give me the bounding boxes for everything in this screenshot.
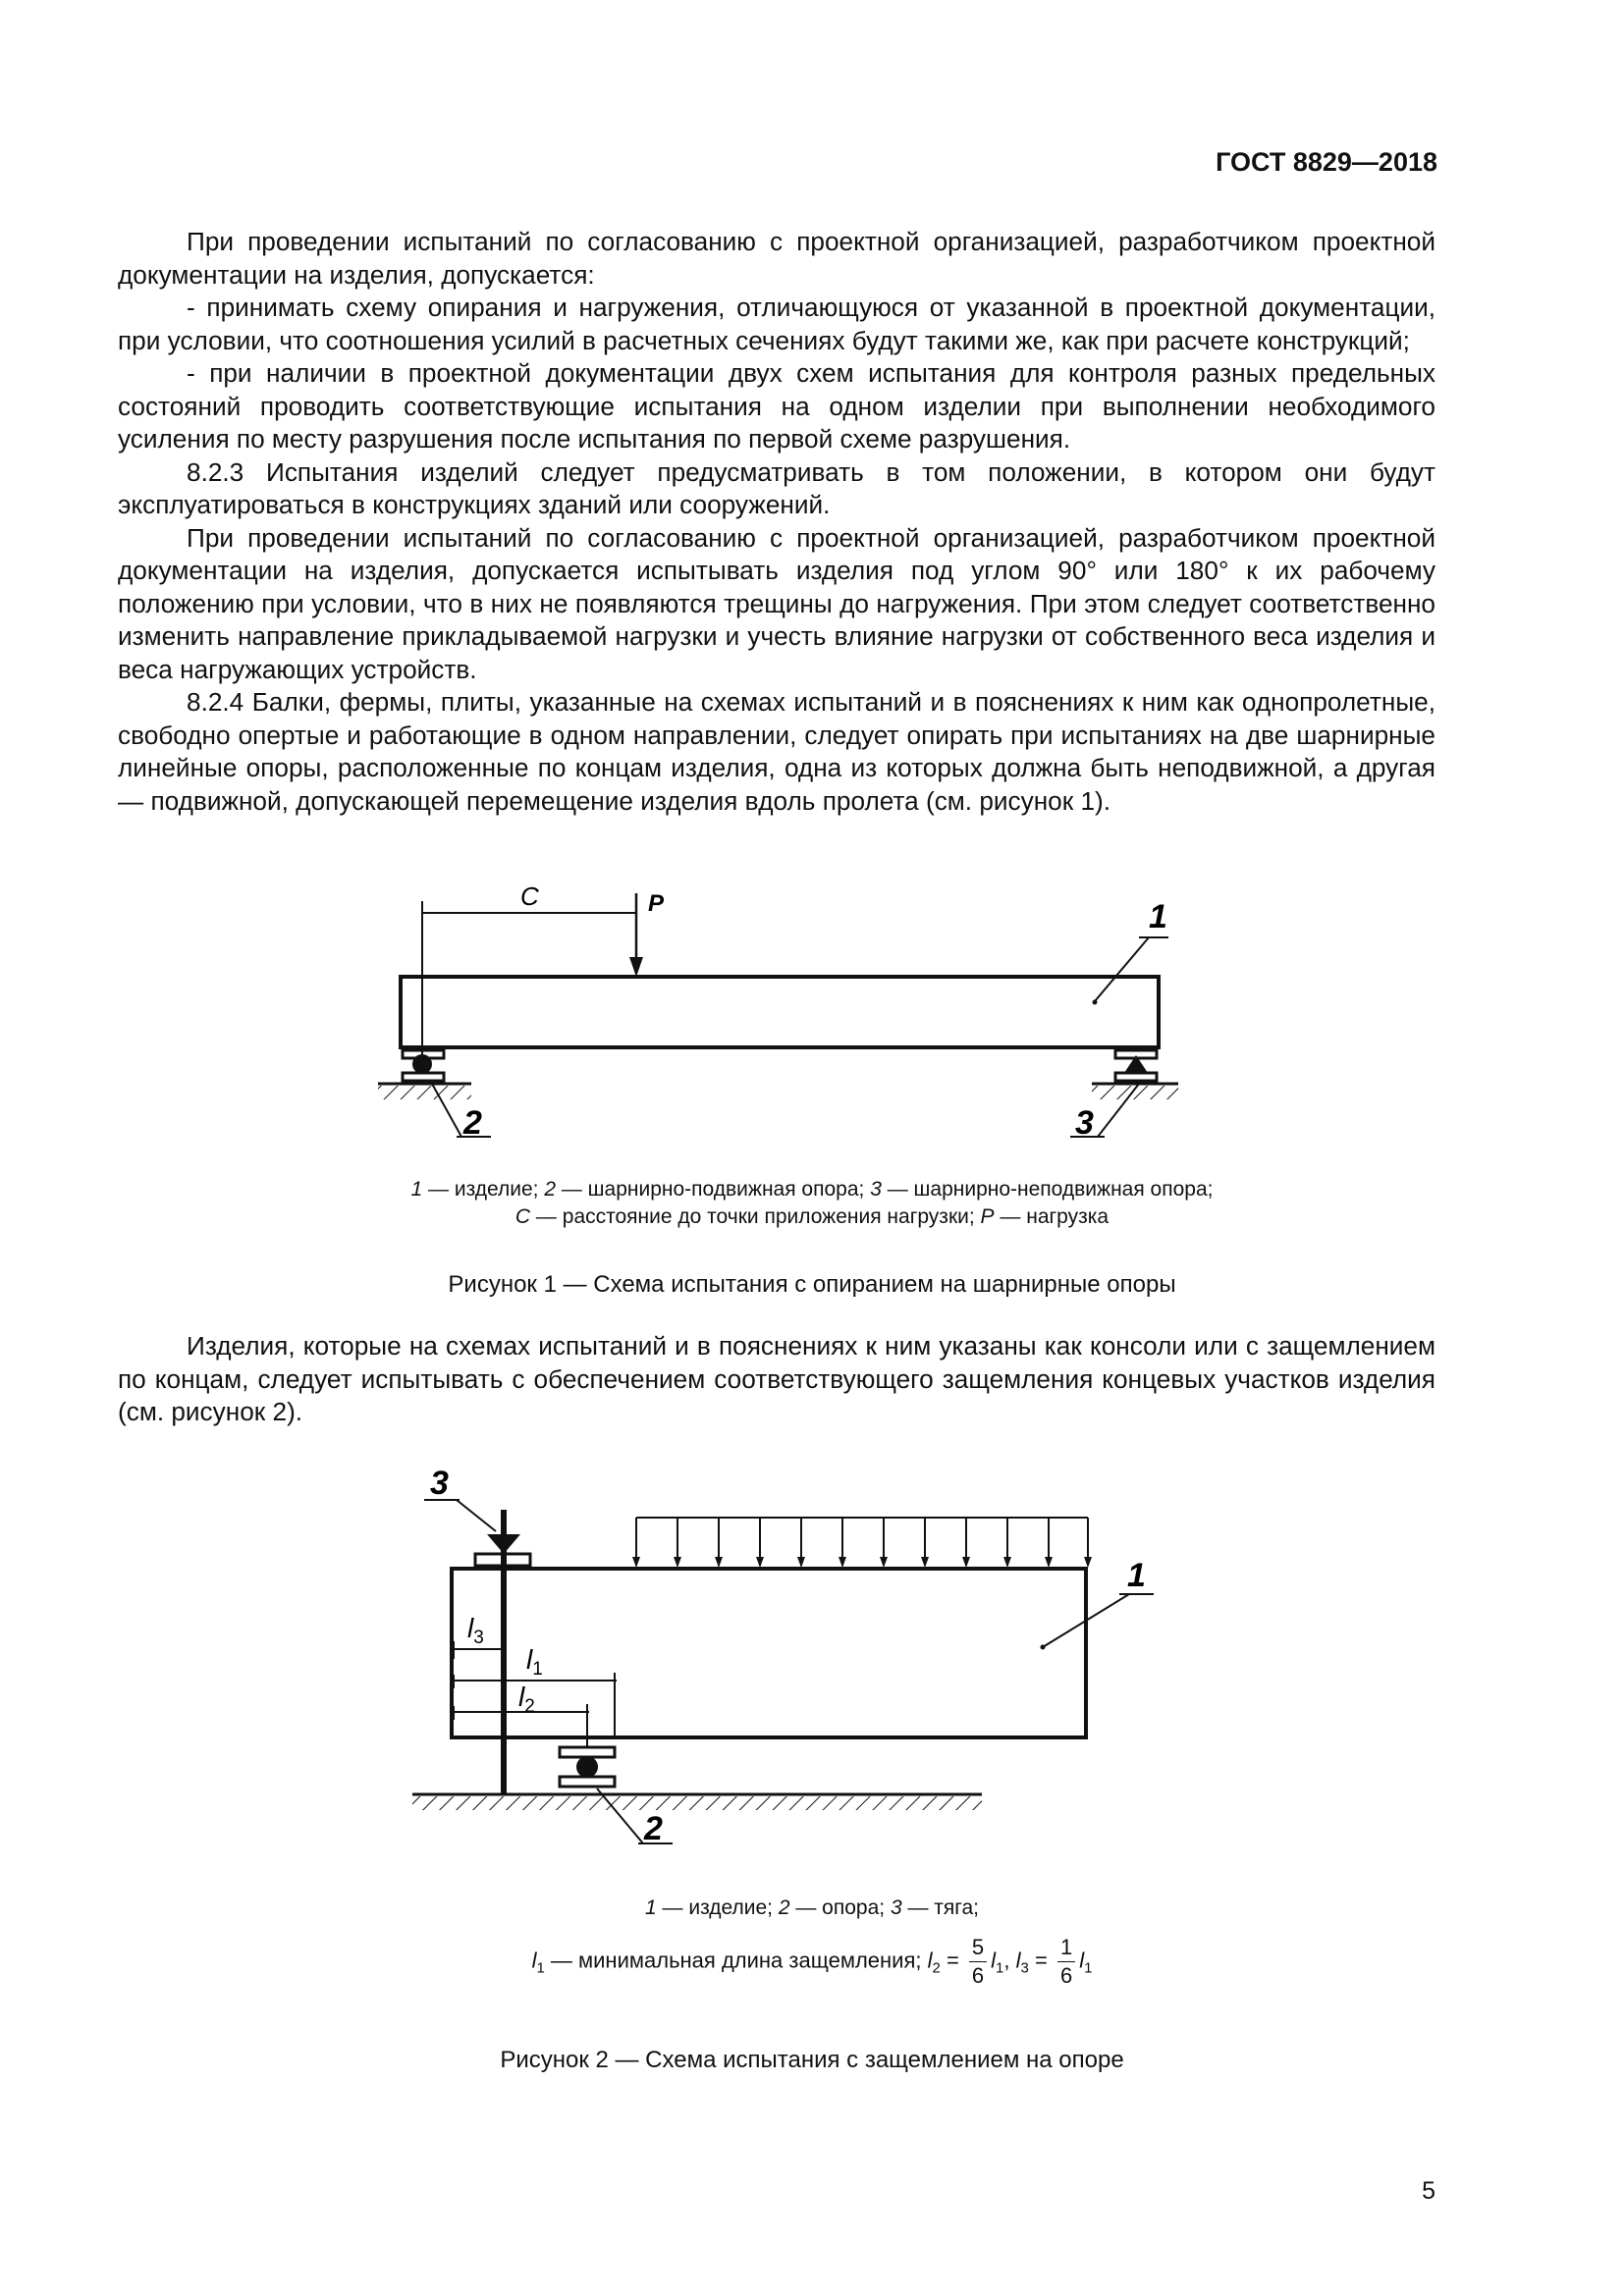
label-3: 3 [1075,1104,1094,1142]
equals: = [940,1948,965,1973]
legend-text: — изделие; [656,1896,779,1919]
main-text [118,226,1435,818]
page-number: 5 [1422,2177,1435,2205]
legend-text: — расстояние до точки приложения нагрузки; [530,1205,981,1228]
symbol-l: l [531,1948,537,1973]
legend-text: — изделие; [422,1178,545,1201]
separator: , [1003,1948,1016,1973]
label-1: 1 [1127,1557,1146,1594]
legend-num: 1 [644,1896,657,1919]
figure-1-diagram [0,874,1624,1158]
legend-num: P [980,1205,995,1228]
label-c: C [520,881,539,911]
fraction-1-6: $\frac{1}{6}$ [1057,1934,1075,1990]
paragraph: 8.2.4 Балки, фермы, плиты, указанные на схемах испытаний и в пояснениях к ним как однопролетные, свободно опертые и работающие в одном направлении, следует опирать при испытаниях на две шарнирные линейные опоры, расположенные по концам изделия, одна из которых должна быть неподвижной, а другая — подвижной, допускающей перемещение изделия вдоль пролета (см. рисунок 1). [118,687,1435,816]
figure-1-legend [0,1176,1624,1231]
formula-text: — минимальная длина защемления; [544,1948,928,1973]
legend-text: — шарнирно-неподвижная опора; [881,1178,1214,1201]
symbol-l: l [927,1948,933,1973]
legend-num: 2 [544,1178,557,1201]
subscript: 2 [932,1959,941,1977]
legend-num: 3 [890,1896,902,1919]
subscript: 1 [996,1959,1004,1977]
label-l1: $l_1$ [526,1644,543,1680]
figure-2-diagram [0,1453,1624,1885]
legend-text: — шарнирно-подвижная опора; [556,1178,871,1201]
paragraph: - принимать схему опирания и нагружения, отличающуюся от указанной в проектной документации, при условии, что соотношения усилий в расчетных сечениях будут такими же, как при расчете конструкций; [118,293,1435,355]
figure-2-legend [0,1895,1624,1922]
figure-2-formula [0,1934,1624,1990]
paragraph: При проведении испытаний по согласованию с проектной организацией, разработчиком проектной документации на изделия, допускается: [118,227,1435,290]
label-1: 1 [1149,898,1167,935]
equals: = [1028,1948,1054,1973]
legend-num: 1 [410,1178,423,1201]
legend-num: 2 [778,1896,790,1919]
label-3: 3 [430,1465,449,1502]
subscript: 3 [1020,1959,1029,1977]
subscript: 1 [536,1959,545,1977]
label-2: 2 [463,1104,482,1142]
beam [401,977,1159,1047]
symbol-l: l [1079,1948,1085,1973]
label-l2: $l_2$ [518,1682,535,1717]
load-arrow-head [629,957,643,977]
support-roller [576,1756,598,1778]
paragraph-after-figure-1 [118,1330,1435,1429]
legend-num: C [514,1205,531,1228]
label-2: 2 [644,1810,663,1847]
legend-text: — нагрузка [994,1205,1110,1228]
legend-text: — тяга; [901,1896,979,1919]
figure-2-title: Рисунок 2 — Схема испытания с защемлением на опоре [500,2047,1124,2073]
legend-text: — опора; [789,1896,891,1919]
label-l3: $l_3$ [467,1613,484,1648]
roller-support [412,1054,432,1074]
paragraph: - при наличии в проектной документации двух схем испытания для контроля разных предельных состояний проводить соответствующие испытания на одном изделии при выполнении необходимого усиления по месту разрушения после испытания по первой схеме разрушения. [118,358,1435,454]
label-p: P [648,890,665,917]
figure-1-title: Рисунок 1 — Схема испытания с опиранием на шарнирные опоры [448,1271,1176,1298]
legend-num: 3 [870,1178,882,1201]
paragraph: При проведении испытаний по согласованию с проектной организацией, разработчиком проектной документации на изделия, допускается испытывать изделия под углом 90° или 180° к их рабочему положению при условии, что в них не появляются трещины до нагружения. При этом следует соответственно изменить направление прикладываемой нагрузки и учесть влияние нагрузки от собственного веса изделия и веса нагружающих устройств. [118,522,1435,684]
subscript: 1 [1084,1959,1093,1977]
paragraph: Изделия, которые на схемах испытаний и в пояснениях к ним указаны как консоли или с защемлением по концам, следует испытывать с обеспечением соответствующего защемления концевых участков изделия (см. рисунок 2). [118,1331,1435,1426]
symbol-l: l [991,1948,997,1973]
symbol-l: l [1015,1948,1021,1973]
document-code: ГОСТ 8829—2018 [1216,147,1437,177]
distributed-load-arrows [636,1518,1088,1566]
fraction-5-6: $\frac{5}{6}$ [969,1934,987,1990]
paragraph: 8.2.3 Испытания изделий следует предусматривать в том положении, в котором они будут эксплуатироваться в конструкциях зданий или сооружений. [118,456,1435,519]
